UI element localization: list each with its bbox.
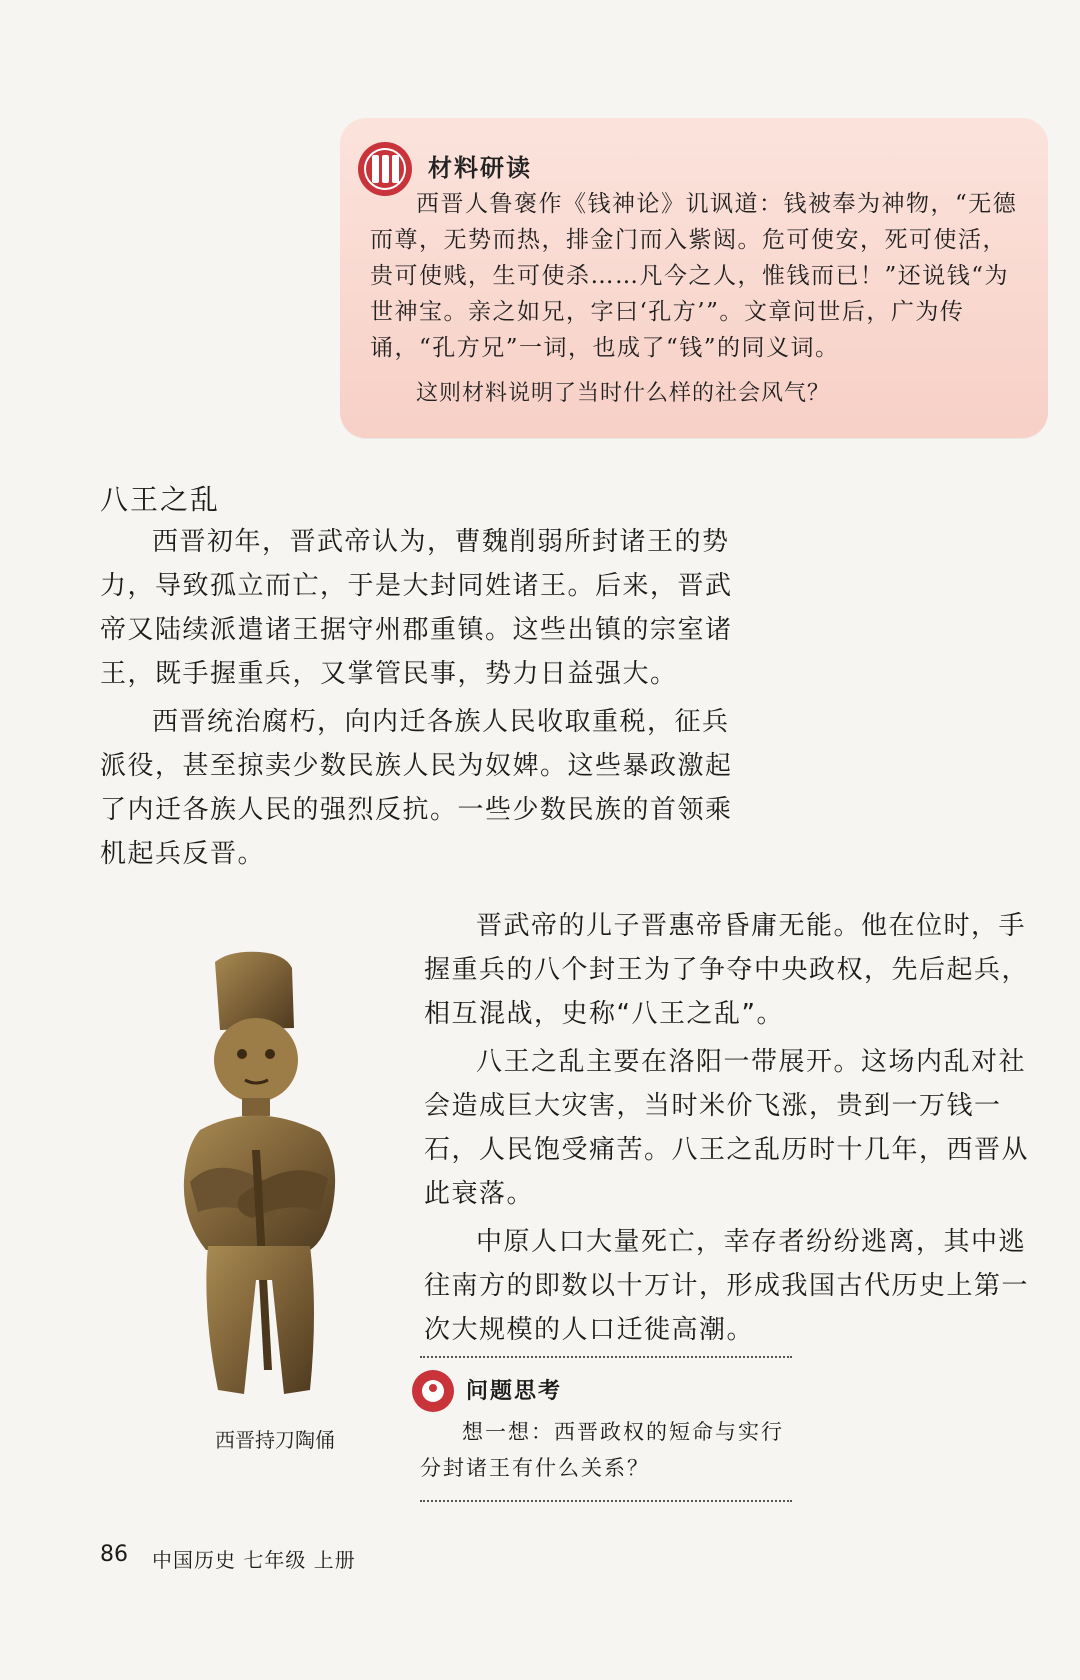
section-heading: 八王之乱: [100, 483, 221, 516]
section-body-left: [100, 520, 756, 880]
figure-caption: 西晋持刀陶俑: [215, 1428, 335, 1452]
material-study-title: 材料研读: [428, 154, 532, 182]
question-thinking-icon: [412, 1370, 454, 1412]
paragraph: 八王之乱主要在洛阳一带展开。这场内乱对社会造成巨大灾害，当时米价飞涨，贵到一万钱一石，人民饱受痛苦。八王之乱历时十几年，西晋从此衰落。: [424, 1047, 1030, 1209]
page-number: 86: [100, 1542, 128, 1567]
question-thinking-box: [420, 1356, 792, 1502]
material-study-box: [340, 118, 1048, 438]
paragraph: 西晋初年，晋武帝认为，曹魏削弱所封诸王的势力，导致孤立而亡，于是大封同姓诸王。后来，晋武帝又陆续派遣诸王据守州郡重镇。这些出镇的宗室诸王，既手握重兵，又掌管民事，势力日益强大。: [100, 527, 733, 689]
paragraph: 西晋统治腐朽，向内迁各族人民收取重税，征兵派役，甚至掠卖少数民族人民为奴婢。这些暴政激起了内迁各族人民的强烈反抗。一些少数民族的首领乘机起兵反晋。: [100, 707, 733, 869]
section-body-right: [424, 904, 1034, 1356]
book-title: 中国历史 七年级 上册: [152, 1548, 356, 1572]
question-thinking-text: 想一想：西晋政权的短命与实行分封诸王有什么关系？: [420, 1420, 784, 1480]
material-study-question: 这则材料说明了当时什么样的社会风气？: [416, 381, 831, 406]
paragraph: 中原人口大量死亡，幸存者纷纷逃离，其中逃往南方的即数以十万计，形成我国古代历史上第一次大规模的人口迁徙高潮。: [424, 1227, 1030, 1345]
pottery-figurine-image: [160, 950, 390, 1410]
question-thinking-title: 问题思考: [466, 1379, 563, 1404]
paragraph: 晋武帝的儿子晋惠帝昏庸无能。他在位时，手握重兵的八个封王为了争夺中央政权，先后起兵，相互混战，史称“八王之乱”。: [424, 911, 1030, 1029]
material-study-text: 西晋人鲁褒作《钱神论》讥讽道：钱被奉为神物，“无德而尊，无势而热，排金门而入紫闼。危可使安，死可使活，贵可使贱，生可使杀……凡今之人，惟钱而已！”还说钱“为世神宝。亲之如兄，字曰‘孔方’”。文章问世后，广为传诵，“孔方兄”一词，也成了“钱”的同义词。: [370, 191, 1018, 361]
